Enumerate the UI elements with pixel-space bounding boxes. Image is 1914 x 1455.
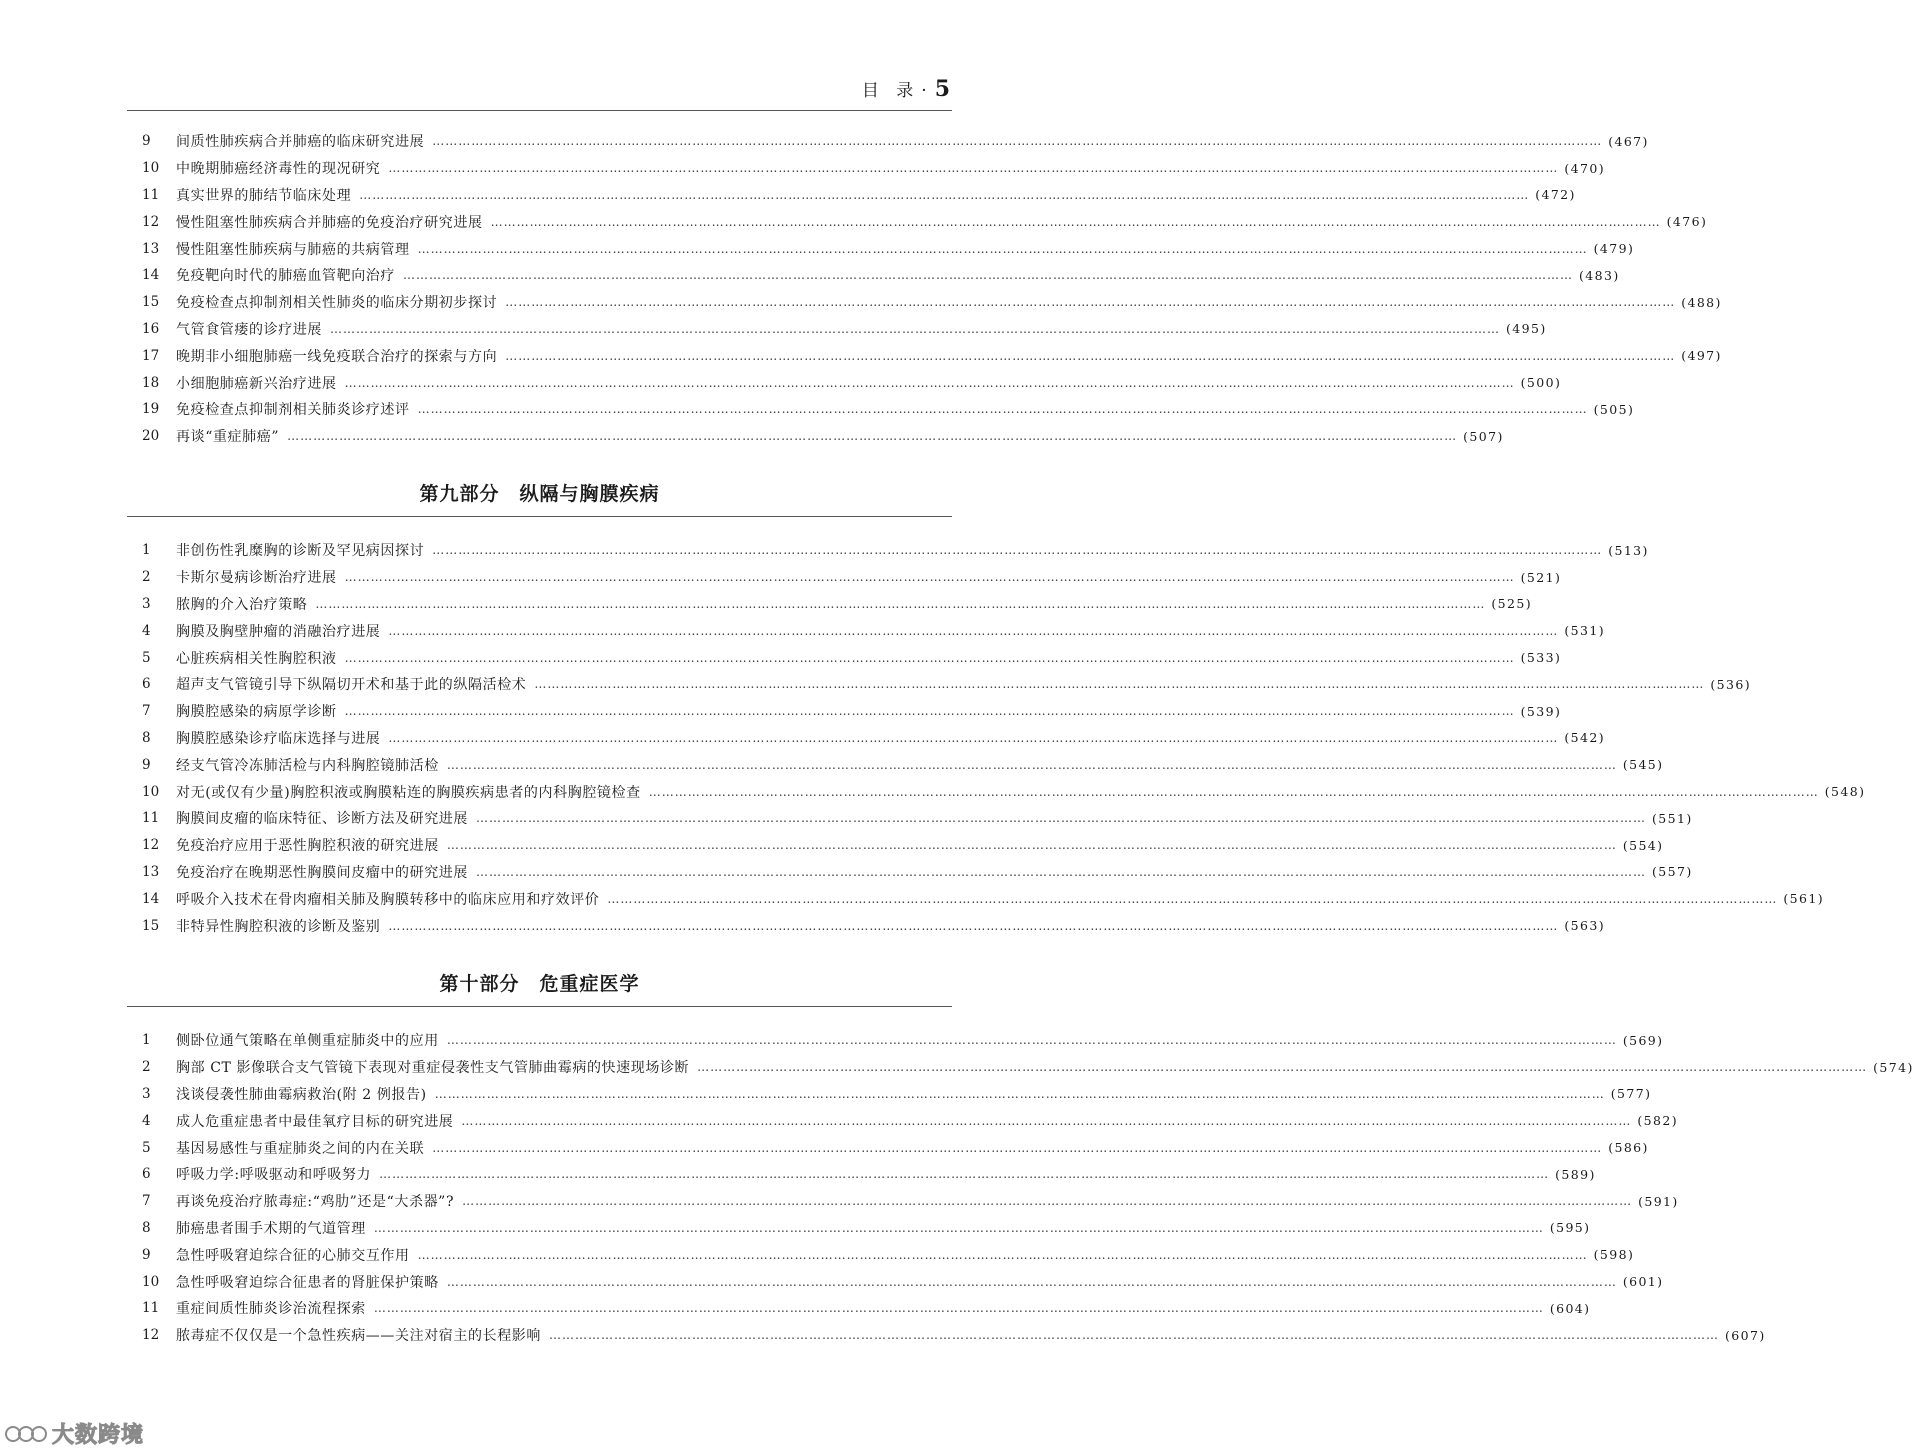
entry-number: 1 xyxy=(142,542,151,559)
entry-number: 6 xyxy=(142,676,151,693)
entry-title: 慢性阻塞性肺疾病与肺癌的共病管理 xyxy=(176,241,410,258)
entry-number: 8 xyxy=(142,1219,151,1236)
header-text xyxy=(862,76,950,102)
entry-number: 12 xyxy=(142,213,160,230)
entry-title: 急性呼吸窘迫综合征的心肺交互作用 xyxy=(176,1247,410,1264)
entry-title: 非创伤性乳糜胸的诊断及罕见病因探讨 xyxy=(176,543,425,560)
entry-page: (497) xyxy=(1681,348,1722,364)
entry-page: (563) xyxy=(1564,918,1606,934)
entry-page: (513) xyxy=(1608,542,1649,558)
entry-number: 7 xyxy=(142,1193,151,1210)
entry-page: (479) xyxy=(1593,241,1635,257)
dot-leader: ……………………………………………………………………………………………………………………………………………………………………………………………………………………………………………… xyxy=(549,1328,1719,1343)
entry-page: (505) xyxy=(1593,401,1635,417)
entry-title: 免疫治疗在晚期恶性胸膜间皮瘤中的研究进展 xyxy=(176,864,468,881)
toc-entry[interactable] xyxy=(142,591,1533,618)
entry-title: 超声支气管镜引导下纵隔切开术和基于此的纵隔活检术 xyxy=(176,677,527,694)
entry-page: (551) xyxy=(1652,810,1693,826)
header-label: 目 录 xyxy=(861,81,920,101)
toc-entry[interactable] xyxy=(142,208,1708,235)
dot-leader: ……………………………………………………………………………………………………………………………………………………………………………………………………………………………………………… xyxy=(490,214,1661,229)
entry-title: 慢性阻塞性肺疾病合并肺癌的免疫治疗研究进展 xyxy=(176,214,483,231)
dot-leader: ……………………………………………………………………………………………………………………………………………………………………………………………………………………………………………… xyxy=(417,241,1588,256)
toc-entry[interactable] xyxy=(142,1322,1766,1349)
entry-page: (598) xyxy=(1593,1247,1635,1263)
dot-leader: ……………………………………………………………………………………………………………………………………………………………………………………………………………………………………………… xyxy=(505,295,1676,310)
entry-number: 13 xyxy=(142,240,160,257)
toc-entry[interactable] xyxy=(142,182,1576,209)
entry-page: (467) xyxy=(1608,133,1649,149)
entry-title: 真实世界的肺结节临床处理 xyxy=(176,187,352,204)
entry-number: 14 xyxy=(142,890,160,907)
dot-leader: ……………………………………………………………………………………………………………………………………………………………………………………………………………………………………………… xyxy=(648,784,1819,799)
dot-leader: ……………………………………………………………………………………………………………………………………………………………………………………………………………………………………………… xyxy=(344,570,1515,585)
entry-number: 10 xyxy=(142,783,160,800)
dot-leader: ……………………………………………………………………………………………………………………………………………………………………………………………………………………………………………… xyxy=(344,650,1515,665)
entry-page: (531) xyxy=(1564,623,1606,639)
dot-leader: ……………………………………………………………………………………………………………………………………………………………………………………………………………………………………………… xyxy=(403,268,1573,283)
entry-page: (607) xyxy=(1725,1327,1766,1343)
entry-number: 9 xyxy=(142,133,151,150)
dot-leader: ……………………………………………………………………………………………………………………………………………………………………………………………………………………………………………… xyxy=(388,918,1559,933)
toc-entry[interactable] xyxy=(142,1241,1635,1268)
entry-number: 19 xyxy=(142,401,160,418)
dot-leader: ……………………………………………………………………………………………………………………………………………………………………………………………………………………………………………… xyxy=(388,161,1559,176)
dot-leader: ……………………………………………………………………………………………………………………………………………………………………………………………………………………………………………… xyxy=(697,1060,1868,1075)
toc-entry[interactable] xyxy=(142,1054,1914,1081)
dot-leader: ……………………………………………………………………………………………………………………………………………………………………………………………………………………………………………… xyxy=(344,375,1515,390)
entry-title: 浅谈侵袭性肺曲霉病救治(附 2 例报告) xyxy=(176,1086,427,1103)
dot-leader: ……………………………………………………………………………………………………………………………………………………………………………………………………………………………………………… xyxy=(446,838,1617,853)
toc-entry[interactable] xyxy=(142,698,1562,725)
toc-entry[interactable] xyxy=(142,537,1649,564)
toc-entry[interactable] xyxy=(142,1295,1591,1322)
entry-number: 3 xyxy=(142,1085,151,1102)
dot-leader: ……………………………………………………………………………………………………………………………………………………………………………………………………………………………………………… xyxy=(446,1033,1617,1048)
page-number: 5 xyxy=(934,76,950,102)
toc-list-continued xyxy=(142,128,1722,450)
toc-entry[interactable] xyxy=(142,235,1635,262)
toc-entry[interactable] xyxy=(142,128,1649,155)
entry-number: 2 xyxy=(142,569,151,586)
entry-page: (595) xyxy=(1549,1220,1591,1236)
toc-entry[interactable] xyxy=(142,1215,1591,1242)
entry-page: (604) xyxy=(1549,1300,1591,1316)
entry-number: 2 xyxy=(142,1059,151,1076)
entry-title: 免疫治疗应用于恶性胸腔积液的研究进展 xyxy=(176,838,439,855)
watermark xyxy=(4,1418,144,1449)
toc-entry[interactable] xyxy=(142,396,1635,423)
toc-entry[interactable] xyxy=(142,342,1722,369)
toc-entry[interactable] xyxy=(142,1027,1664,1054)
dot-leader: ……………………………………………………………………………………………………………………………………………………………………………………………………………………………………………… xyxy=(476,864,1646,879)
entry-title: 胸膜腔感染的病原学诊断 xyxy=(176,704,337,721)
entry-title: 心脏疾病相关性胸腔积液 xyxy=(176,650,337,667)
dot-leader: ……………………………………………………………………………………………………………………………………………………………………………………………………………………………………………… xyxy=(388,730,1559,745)
toc-entry[interactable] xyxy=(142,1188,1679,1215)
entry-page: (591) xyxy=(1638,1193,1679,1209)
entry-number: 17 xyxy=(142,347,160,364)
entry-number: 12 xyxy=(142,1327,160,1344)
dot-leader: ……………………………………………………………………………………………………………………………………………………………………………………………………………………………………………… xyxy=(315,596,1486,611)
entry-title: 再谈“重症肺癌” xyxy=(176,429,280,446)
entry-number: 12 xyxy=(142,837,160,854)
entry-title: 重症间质性肺炎诊治流程探索 xyxy=(176,1301,366,1318)
entry-title: 非特异性胸腔积液的诊断及鉴别 xyxy=(176,918,381,935)
entry-page: (542) xyxy=(1564,730,1606,746)
dot-leader: ……………………………………………………………………………………………………………………………………………………………………………………………………………………………………………… xyxy=(432,543,1603,558)
toc-entry[interactable] xyxy=(142,778,1866,805)
entry-title: 卡斯尔曼病诊断治疗进展 xyxy=(176,570,337,587)
toc-entry[interactable] xyxy=(142,832,1664,859)
entry-page: (569) xyxy=(1622,1032,1664,1048)
entry-title: 胸部 CT 影像联合支气管镜下表现对重症侵袭性支气管肺曲霉病的快速现场诊断 xyxy=(176,1060,690,1077)
entry-title: 再谈免疫治疗脓毒症:“鸡肋”还是“大杀器”? xyxy=(176,1194,455,1211)
entry-number: 4 xyxy=(142,1112,151,1129)
toc-entry[interactable] xyxy=(142,1161,1596,1188)
dot-leader: ……………………………………………………………………………………………………………………………………………………………………………………………………………………………………………… xyxy=(379,1167,1550,1182)
entry-title: 小细胞肺癌新兴治疗进展 xyxy=(176,375,337,392)
toc-entry[interactable] xyxy=(142,564,1562,591)
entry-title: 胸膜腔感染诊疗临床选择与进展 xyxy=(176,730,381,747)
entry-number: 13 xyxy=(142,863,160,880)
dot-leader: ……………………………………………………………………………………………………………………………………………………………………………………………………………………………………………… xyxy=(417,402,1588,417)
entry-title: 基因易感性与重症肺炎之间的内在关联 xyxy=(176,1140,425,1157)
entry-title: 脓毒症不仅仅是一个急性疾病——关注对宿主的长程影响 xyxy=(176,1328,541,1345)
entry-title: 胸膜及胸壁肿瘤的消融治疗进展 xyxy=(176,623,381,640)
watermark-text: 大数跨境 xyxy=(52,1423,145,1448)
running-header xyxy=(127,74,952,111)
entry-page: (574) xyxy=(1873,1059,1914,1075)
dot-leader: ……………………………………………………………………………………………………………………………………………………………………………………………………………………………………………… xyxy=(373,1301,1544,1316)
entry-title: 免疫靶向时代的肺癌血管靶向治疗 xyxy=(176,268,395,285)
entry-page: (521) xyxy=(1520,569,1562,585)
dot-leader: ……………………………………………………………………………………………………………………………………………………………………………………………………………………………………………… xyxy=(287,429,1458,444)
dot-leader: ……………………………………………………………………………………………………………………………………………………………………………………………………………………………………………… xyxy=(446,757,1617,772)
toc-entry[interactable] xyxy=(142,671,1752,698)
dot-leader: ……………………………………………………………………………………………………………………………………………………………………………………………………………………………………………… xyxy=(432,134,1603,149)
entry-number: 5 xyxy=(142,649,151,666)
dot-leader: ……………………………………………………………………………………………………………………………………………………………………………………………………………………………………………… xyxy=(534,677,1705,692)
entry-page: (577) xyxy=(1610,1086,1652,1102)
entry-title: 呼吸力学:呼吸驱动和呼吸努力 xyxy=(176,1167,372,1184)
toc-entry[interactable] xyxy=(142,1268,1664,1295)
entry-title: 成人危重症患者中最佳氧疗目标的研究进展 xyxy=(176,1113,454,1130)
dot-leader: ……………………………………………………………………………………………………………………………………………………………………………………………………………………………………………… xyxy=(344,704,1515,719)
entry-title: 急性呼吸窘迫综合征患者的肾脏保护策略 xyxy=(176,1274,439,1291)
entry-title: 肺癌患者围手术期的气道管理 xyxy=(176,1220,366,1237)
dot-leader: ……………………………………………………………………………………………………………………………………………………………………………………………………………………………………………… xyxy=(607,891,1778,906)
entry-page: (554) xyxy=(1622,837,1664,853)
entry-page: (495) xyxy=(1506,321,1547,337)
entry-number: 5 xyxy=(142,1139,151,1156)
entry-page: (507) xyxy=(1463,428,1504,444)
entry-number: 9 xyxy=(142,756,151,773)
entry-page: (557) xyxy=(1652,864,1693,880)
toc-entry[interactable] xyxy=(142,617,1606,644)
section-heading-9 xyxy=(127,480,952,517)
dot-leader: ……………………………………………………………………………………………………………………………………………………………………………………………………………………………………………… xyxy=(461,1113,1632,1128)
toc-entry[interactable] xyxy=(142,1107,1679,1134)
entry-title: 经支气管冷冻肺活检与内科胸腔镜肺活检 xyxy=(176,757,439,774)
section-heading-10 xyxy=(127,970,952,1007)
entry-page: (586) xyxy=(1608,1140,1649,1156)
entry-page: (500) xyxy=(1520,375,1562,391)
entry-number: 3 xyxy=(142,595,151,612)
entry-number: 10 xyxy=(142,160,160,177)
toc-entry[interactable] xyxy=(142,644,1562,671)
entry-number: 16 xyxy=(142,320,160,337)
entry-number: 11 xyxy=(142,186,160,203)
entry-page: (539) xyxy=(1520,703,1562,719)
toc-list-section-10 xyxy=(142,1027,1914,1349)
entry-title: 免疫检查点抑制剂相关性肺炎的临床分期初步探讨 xyxy=(176,295,498,312)
entry-number: 1 xyxy=(142,1032,151,1049)
dot-leader: ……………………………………………………………………………………………………………………………………………………………………………………………………………………………………………… xyxy=(432,1140,1603,1155)
entry-page: (470) xyxy=(1564,160,1606,176)
dot-leader: ……………………………………………………………………………………………………………………………………………………………………………………………………………………………………………… xyxy=(446,1274,1617,1289)
toc-entry[interactable] xyxy=(142,912,1606,939)
entry-number: 8 xyxy=(142,729,151,746)
section-title-9: 第九部分 纵隔与胸膜疾病 xyxy=(419,483,660,505)
dot-leader: ……………………………………………………………………………………………………………………………………………………………………………………………………………………………………………… xyxy=(359,187,1530,202)
entry-title: 中晚期肺癌经济毒性的现况研究 xyxy=(176,161,381,178)
toc-entry[interactable] xyxy=(142,155,1606,182)
entry-page: (472) xyxy=(1535,187,1576,203)
entry-title: 呼吸介入技术在骨肉瘤相关肺及胸膜转移中的临床应用和疗效评价 xyxy=(176,891,600,908)
header-dot: · xyxy=(921,81,933,101)
entry-title: 对无(或仅有少量)胸腔积液或胸膜粘连的胸膜疾病患者的内科胸腔镜检查 xyxy=(176,784,641,801)
entry-title: 侧卧位通气策略在单侧重症肺炎中的应用 xyxy=(176,1033,439,1050)
entry-page: (561) xyxy=(1783,891,1825,907)
dot-leader: ……………………………………………………………………………………………………………………………………………………………………………………………………………………………………………… xyxy=(505,348,1676,363)
entry-number: 15 xyxy=(142,294,160,311)
toc-entry[interactable] xyxy=(142,725,1606,752)
entry-page: (545) xyxy=(1622,757,1664,773)
entry-number: 11 xyxy=(142,1300,160,1317)
dot-leader: ……………………………………………………………………………………………………………………………………………………………………………………………………………………………………………… xyxy=(373,1220,1544,1235)
entry-number: 15 xyxy=(142,917,160,934)
entry-number: 14 xyxy=(142,267,160,284)
dot-leader: ……………………………………………………………………………………………………………………………………………………………………………………………………………………………………………… xyxy=(434,1086,1605,1101)
dot-leader: ……………………………………………………………………………………………………………………………………………………………………………………………………………………………………………… xyxy=(417,1247,1588,1262)
entry-number: 11 xyxy=(142,810,160,827)
entry-number: 4 xyxy=(142,622,151,639)
toc-entry[interactable] xyxy=(142,885,1825,912)
entry-title: 胸膜间皮瘤的临床特征、诊断方法及研究进展 xyxy=(176,811,468,828)
entry-page: (533) xyxy=(1520,650,1562,666)
toc-entry[interactable] xyxy=(142,423,1504,450)
entry-title: 脓胸的介入治疗策略 xyxy=(176,596,308,613)
toc-entry[interactable] xyxy=(142,369,1562,396)
toc-entry[interactable] xyxy=(142,1081,1652,1108)
entry-page: (582) xyxy=(1637,1113,1679,1129)
entry-page: (601) xyxy=(1622,1274,1664,1290)
dot-leader: ……………………………………………………………………………………………………………………………………………………………………………………………………………………………………………… xyxy=(462,1194,1633,1209)
dot-leader: ……………………………………………………………………………………………………………………………………………………………………………………………………………………………………………… xyxy=(388,623,1559,638)
entry-page: (536) xyxy=(1710,676,1752,692)
toc-entry[interactable] xyxy=(142,859,1693,886)
entry-title: 晚期非小细胞肺癌一线免疫联合治疗的探索与方向 xyxy=(176,348,498,365)
entry-number: 18 xyxy=(142,374,160,391)
dot-leader: ……………………………………………………………………………………………………………………………………………………………………………………………………………………………………………… xyxy=(330,321,1500,336)
toc-list-section-9 xyxy=(142,537,1866,939)
toc-entry[interactable] xyxy=(142,1134,1649,1161)
entry-number: 9 xyxy=(142,1246,151,1263)
entry-number: 6 xyxy=(142,1166,151,1183)
entry-number: 10 xyxy=(142,1273,160,1290)
section-title-10: 第十部分 危重症医学 xyxy=(439,973,640,995)
dot-leader: ……………………………………………………………………………………………………………………………………………………………………………………………………………………………………………… xyxy=(476,811,1646,826)
entry-title: 免疫检查点抑制剂相关肺炎诊疗述评 xyxy=(176,402,410,419)
toc-entry[interactable] xyxy=(142,262,1620,289)
toc-entry[interactable] xyxy=(142,316,1547,343)
watermark-logo-icon xyxy=(4,1421,48,1447)
toc-entry[interactable] xyxy=(142,805,1693,832)
entry-number: 7 xyxy=(142,703,151,720)
entry-page: (483) xyxy=(1579,267,1620,283)
entry-page: (548) xyxy=(1824,784,1866,800)
entry-title: 气管食管瘘的诊疗进展 xyxy=(176,321,322,338)
entry-title: 间质性肺疾病合并肺癌的临床研究进展 xyxy=(176,134,425,151)
entry-page: (589) xyxy=(1555,1166,1596,1182)
entry-page: (476) xyxy=(1666,214,1708,230)
toc-entry[interactable] xyxy=(142,751,1664,778)
entry-page: (488) xyxy=(1681,294,1722,310)
toc-entry[interactable] xyxy=(142,289,1722,316)
entry-number: 20 xyxy=(142,428,160,445)
entry-page: (525) xyxy=(1491,596,1533,612)
